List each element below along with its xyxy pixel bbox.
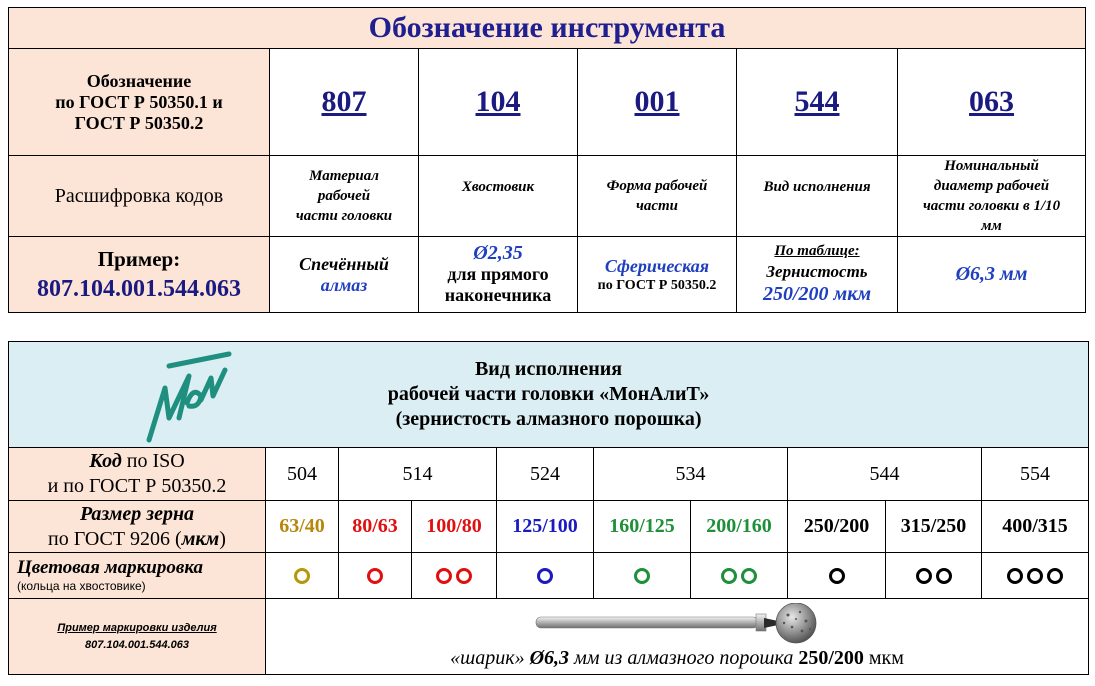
ring-icon — [436, 568, 452, 584]
header-line-2: рабочей части головки «МонАлиТ» — [387, 383, 710, 405]
rings-cell — [412, 553, 497, 599]
designation-table — [8, 7, 1086, 313]
rings-cell — [982, 553, 1089, 599]
ring-icon — [456, 568, 472, 584]
rings-cell — [497, 553, 594, 599]
ring-icon — [916, 568, 932, 584]
decode-material: Материал рабочей части головки — [270, 156, 419, 237]
code-material[interactable]: 807 — [270, 49, 419, 156]
code-shape[interactable]: 001 — [578, 49, 737, 156]
header-line-3: (зернистость алмазного порошка) — [395, 408, 702, 430]
grain-315-250: 315/250 — [886, 501, 982, 553]
iso-code-554: 554 — [982, 448, 1089, 501]
monalit-logo — [129, 348, 239, 446]
ring-icon — [936, 568, 952, 584]
rings-cell — [266, 553, 339, 599]
grain-63-40: 63/40 — [266, 501, 339, 553]
code-version[interactable]: 544 — [737, 49, 898, 156]
iso-code-524: 524 — [497, 448, 594, 501]
table-title: Обозначение инструмента — [9, 8, 1086, 49]
tool-caption: «шарик» Ø6,3 мм из алмазного порошка 250/200 мкм — [450, 647, 904, 669]
example-version: По таблице: Зернистость 250/200 мкм — [737, 237, 898, 313]
grain-400-315: 400/315 — [982, 501, 1089, 553]
ring-icon — [721, 568, 737, 584]
grain-250-200: 250/200 — [788, 501, 886, 553]
code-shank[interactable]: 104 — [419, 49, 578, 156]
grain-80-63: 80/63 — [339, 501, 412, 553]
rings-cell — [339, 553, 412, 599]
iso-code-544: 544 — [788, 448, 982, 501]
tool-illustration-cell — [266, 599, 1089, 675]
designation-label: Обозначение по ГОСТ Р 50350.1 и ГОСТ Р 50350.2 — [9, 49, 270, 156]
ring-icon — [829, 568, 845, 584]
iso-code-label: Код по ISO и по ГОСТ Р 50350.2 — [9, 448, 266, 501]
ring-icon — [537, 568, 553, 584]
ring-icon — [741, 568, 757, 584]
example-material: Спечённый алмаз — [270, 237, 419, 313]
rings-cell — [788, 553, 886, 599]
ring-icon — [1047, 568, 1063, 584]
rings-cell — [886, 553, 982, 599]
ring-icon — [634, 568, 650, 584]
marking-example-label: Пример маркировки изделия 807.104.001.544.063 — [9, 599, 266, 675]
grain-125-100: 125/100 — [497, 501, 594, 553]
grain-160-125: 160/125 — [594, 501, 691, 553]
decode-version: Вид исполнения — [737, 156, 898, 237]
grain-header — [9, 342, 1089, 448]
ring-icon — [367, 568, 383, 584]
decode-shank: Хвостовик — [419, 156, 578, 237]
example-shank: Ø2,35 для прямого наконечника — [419, 237, 578, 313]
example-diameter: Ø6,3 мм — [898, 237, 1086, 313]
decode-label: Расшифровка кодов — [9, 156, 270, 237]
color-marking-label: Цветовая маркировка (кольца на хвостовике) — [9, 553, 266, 599]
ring-icon — [1007, 568, 1023, 584]
grain-100-80: 100/80 — [412, 501, 497, 553]
example-shape: Сферическая по ГОСТ Р 50350.2 — [578, 237, 737, 313]
iso-code-534: 534 — [594, 448, 788, 501]
ring-icon — [294, 568, 310, 584]
decode-diameter: Номинальный диаметр рабочей части головки в 1/10 мм — [898, 156, 1086, 237]
iso-code-514: 514 — [339, 448, 497, 501]
grain-table — [8, 341, 1089, 675]
rings-cell — [594, 553, 691, 599]
diamond-burr-image — [534, 603, 824, 647]
grain-200-160: 200/160 — [691, 501, 788, 553]
ring-icon — [1027, 568, 1043, 584]
decode-shape: Форма рабочей части — [578, 156, 737, 237]
example-label: Пример: 807.104.001.544.063 — [9, 237, 270, 313]
code-diameter[interactable]: 063 — [898, 49, 1086, 156]
grain-size-label: Размер зерна по ГОСТ 9206 (мкм) — [9, 501, 266, 553]
rings-cell — [691, 553, 788, 599]
header-line-1: Вид исполнения — [474, 358, 623, 380]
iso-code-504: 504 — [266, 448, 339, 501]
